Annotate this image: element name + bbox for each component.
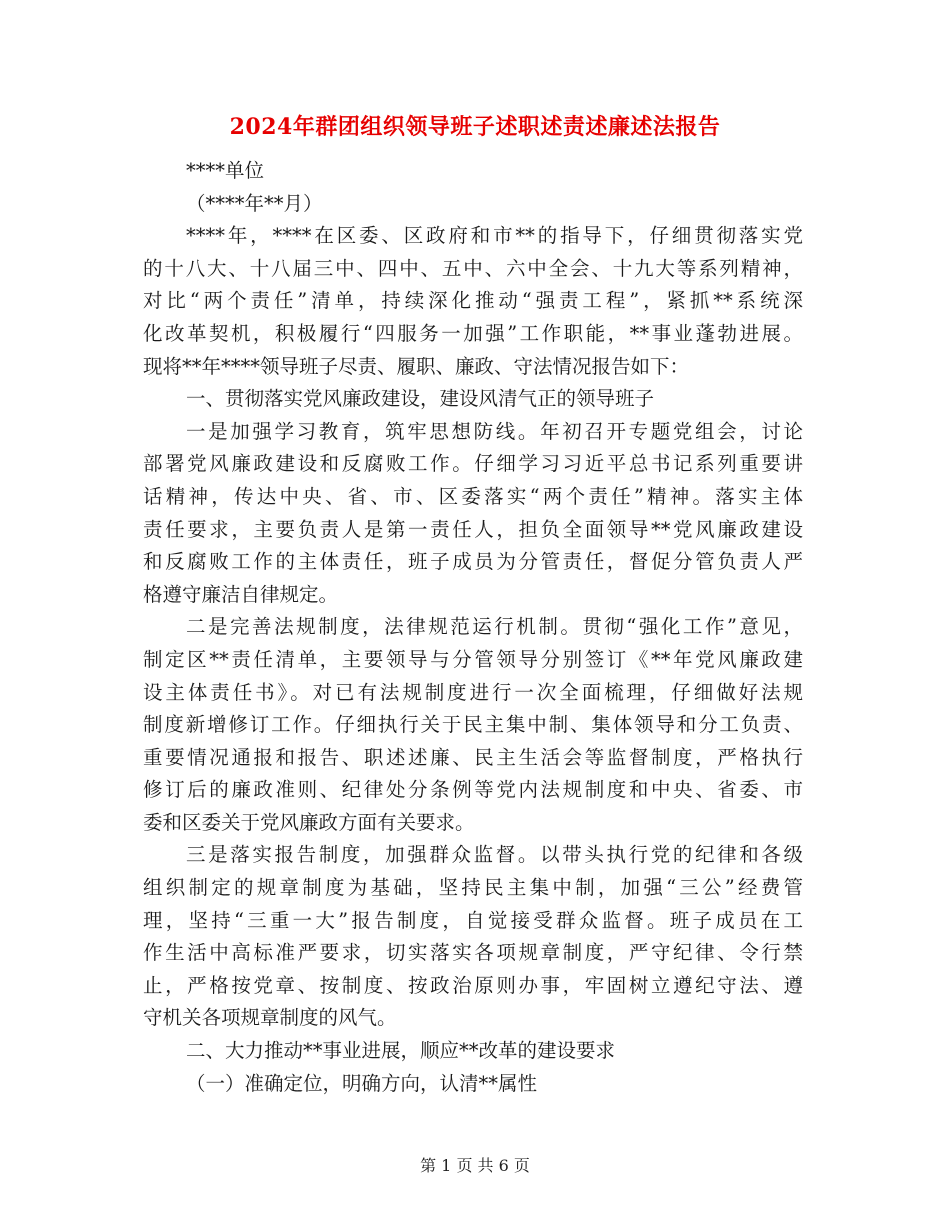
text-line: 的十八大、十八届三中、四中、五中、六中全会、十九大等系列精神， (143, 256, 803, 280)
text-line: 话精神，传达中央、省、市、区委落实“两个责任”精神。落实主体 (143, 484, 803, 508)
text-line: 格遵守廉洁自律规定。 (143, 582, 339, 606)
text-line: 责任要求，主要负责人是第一责任人，担负全面领导**党风廉政建设 (143, 517, 803, 541)
text-line: 设主体责任书》。对已有法规制度进行一次全面梳理，仔细做好法规 (143, 680, 803, 704)
text-line: 对比“两个责任”清单，持续深化推动“强责工程”，紧抓**系统深 (143, 289, 803, 313)
text-line: 一是加强学习教育，筑牢思想防线。年初召开专题党组会，讨论 (186, 419, 803, 443)
text-line: 委和区委关于党风廉政方面有关要求。 (143, 810, 475, 834)
text-line: 制度新增修订工作。仔细执行关于民主集中制、集体领导和分工负责、 (143, 713, 803, 737)
text-line: 化改革契机，积极履行“四服务一加强”工作职能，**事业蓬勃进展。 (143, 321, 803, 345)
text-line: 作生活中高标准严要求，切实落实各项规章制度，严守纪律、令行禁 (143, 941, 803, 965)
text-line: 三是落实报告制度，加强群众监督。以带头执行党的纪律和各级 (186, 843, 803, 867)
text-line: 组织制定的规章制度为基础，坚持民主集中制，加强“三公”经费管 (143, 876, 803, 900)
text-line: ****年，****在区委、区政府和市**的指导下，仔细贯彻落实党 (186, 224, 803, 248)
text-line: 制定区**责任清单，主要领导与分管领导分别签订《**年党风廉政建 (143, 647, 803, 671)
text-line: 守机关各项规章制度的风气。 (143, 1006, 397, 1030)
text-line: 二是完善法规制度，法律规范运行机制。贯彻“强化工作”意见， (186, 615, 803, 639)
text-line: 理，坚持“三重一大”报告制度，自觉接受群众监督。班子成员在工 (143, 908, 803, 932)
text-line: 现将**年****领导班子尽责、履职、廉政、守法情况报告如下： (143, 354, 690, 378)
unit-line: ****单位 (186, 159, 265, 182)
page-footer: 第 1 页 共 6 页 (420, 1156, 530, 1175)
text-line: 修订后的廉政准则、纪律处分条例等党内法规制度和中央、省委、市 (143, 778, 803, 802)
document-title: 2024年群团组织领导班子述职述责述廉述法报告 (229, 114, 721, 140)
text-line: （一）准确定位，明确方向，认清**属性 (186, 1071, 538, 1095)
document-body (143, 155, 803, 1100)
text-line: 部署党风廉政建设和反腐败工作。仔细学习习近平总书记系列重要讲 (143, 452, 803, 476)
text-line: 和反腐败工作的主体责任，班子成员为分管责任，督促分管负责人严 (143, 550, 803, 574)
text-line: 二、大力推动**事业进展，顺应**改革的建设要求 (186, 1039, 616, 1063)
paragraph-lines (143, 220, 803, 1100)
text-line: 止，严格按党章、按制度、按政治原则办事，牢固树立遵纪守法、遵 (143, 973, 803, 997)
text-line: 重要情况通报和报告、职述述廉、民主生活会等监督制度，严格执行 (143, 745, 803, 769)
date-line: （****年**月） (186, 191, 323, 215)
text-line: 一、贯彻落实党风廉政建设，建设风清气正的领导班子 (186, 387, 655, 411)
